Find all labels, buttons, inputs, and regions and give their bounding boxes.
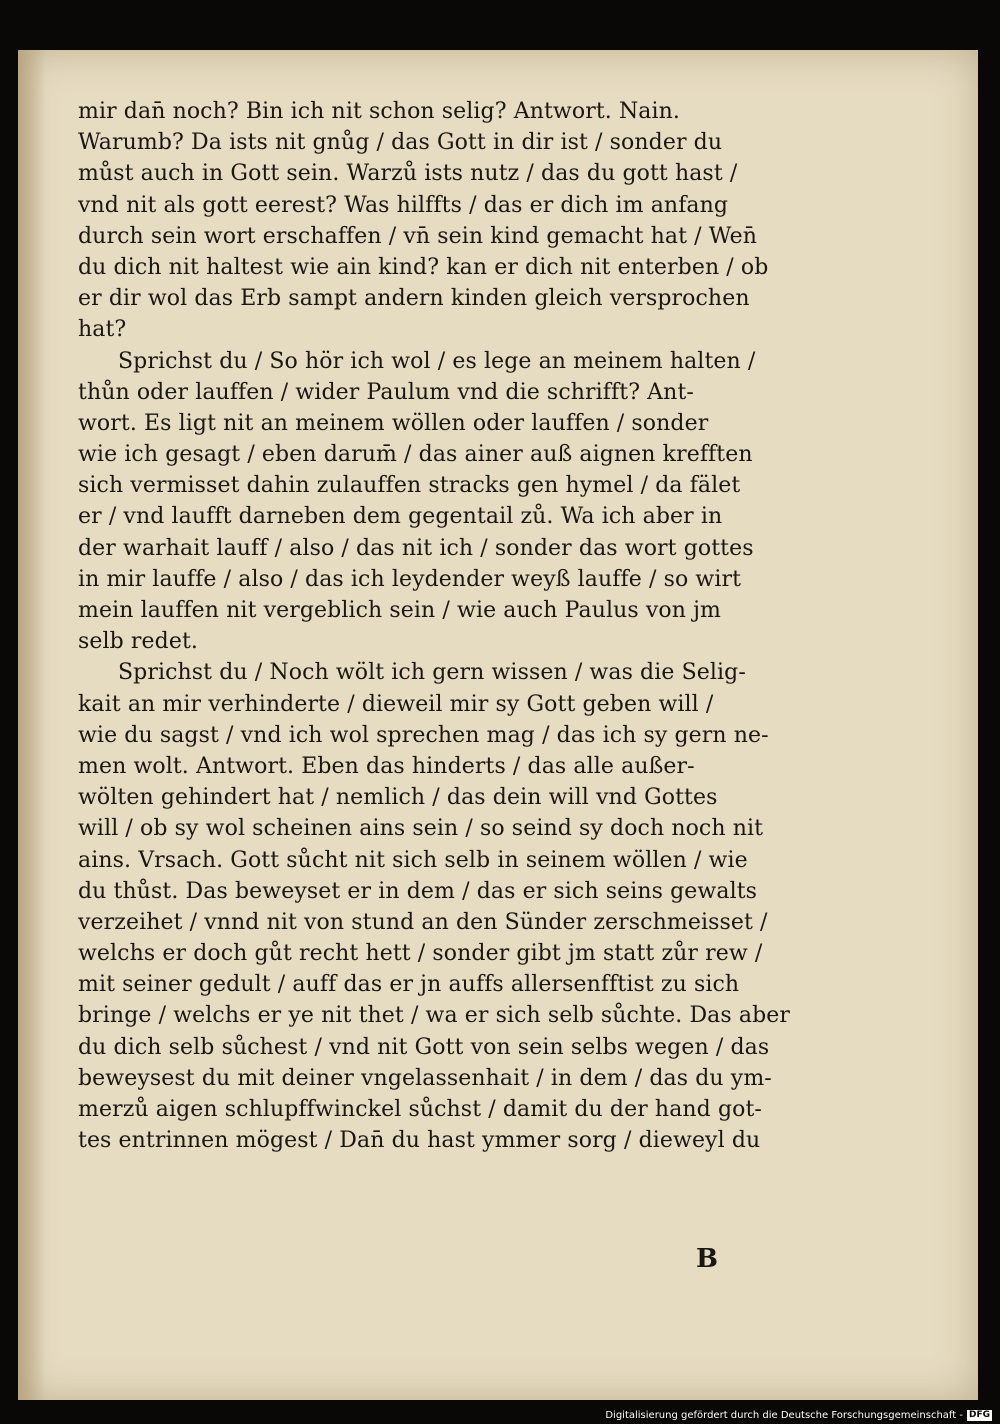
book-page	[18, 50, 978, 1400]
text-line: ains. Vrsach. Gott sůcht nit sich selb in seinem wöllen / wie	[78, 847, 748, 873]
text-line: beweysest du mit deiner vngelassenhait / in dem / das du ym-	[78, 1065, 772, 1091]
text-line: mir dan̄ noch? Bin ich nit schon selig? Antwort. Nain.	[78, 99, 681, 124]
text-line: sich vermisset dahin zulauffen stracks gen hymel / da fälet	[78, 473, 741, 499]
text-line: welchs er doch gůt recht hett / sonder gibt jm statt zůr rew /	[78, 941, 763, 967]
text-line: durch sein wort erschaffen / vn̄ sein kind gemacht hat / Wen̄	[78, 223, 758, 249]
text-line: er dir wol das Erb sampt andern kinden gleich versprochen	[78, 286, 750, 312]
text-line: vnd nit als gott eerest? Was hilffts / das er dich im anfang	[78, 192, 729, 218]
text-line: du dich selb sůchest / vnd nit Gott von sein selbs wegen / das	[78, 1034, 770, 1060]
paragraph-start-line: Sprichst du / So hör ich wol / es lege an meinem halten /	[118, 348, 756, 374]
funding-credit: Digitalisierung gefördert durch die Deutsche Forschungsgemeinschaft -	[605, 1410, 963, 1421]
text-line: der warhait lauff / also / das nit ich / sonder das wort gottes	[78, 535, 754, 561]
text-line: wölten gehindert hat / nemlich / das dein will vnd Gottes	[78, 785, 718, 811]
text-line: selb redet.	[78, 629, 198, 655]
text-line: verzeihet / vnnd nit von stund an den Sünder zerschmeisset /	[78, 909, 768, 935]
text-line: wort. Es ligt nit an meinem wöllen oder lauffen / sonder	[78, 410, 709, 436]
text-line: wie ich gesagt / eben darum̄ / das ainer auß aignen krefften	[78, 442, 753, 468]
text-line: thůn oder lauffen / wider Paulum vnd die schrifft? Ant-	[78, 379, 694, 405]
digitization-footer	[605, 1410, 992, 1421]
text-line: men wolt. Antwort. Eben das hinderts / das alle außer-	[78, 753, 695, 779]
text-line: mein lauffen nit vergeblich sein / wie auch Paulus von jm	[78, 598, 721, 623]
text-line: er / vnd laufft darneben dem gegentail zů. Wa ich aber in	[78, 504, 723, 530]
text-line: wie du sagst / vnd ich wol sprechen mag / das ich sy gern ne-	[78, 722, 769, 748]
text-line: Warumb? Da ists nit gnůg / das Gott in dir ist / sonder du	[78, 130, 723, 156]
signature-mark: B	[696, 1244, 718, 1274]
dfg-logo: DFG	[968, 1410, 990, 1420]
text-line: mit seiner gedult / auff das er jn auffs allersenfftist zu sich	[78, 972, 740, 998]
page-text	[78, 96, 848, 1156]
text-line: tes entrinnen mögest / Dan̄ du hast ymmer sorg / dieweyl du	[78, 1128, 761, 1154]
text-line: will / ob sy wol scheinen ains sein / so seind sy doch noch nit	[78, 816, 764, 842]
text-line: bringe / welchs er ye nit thet / wa er sich selb sůchte. Das aber	[78, 1003, 791, 1029]
paragraph-start-line: Sprichst du / Noch wölt ich gern wissen / was die Selig-	[118, 660, 746, 686]
text-line: můst auch in Gott sein. Warzů ists nutz / das du gott hast /	[78, 161, 738, 187]
text-line: du dich nit haltest wie ain kind? kan er dich nit enterben / ob	[78, 254, 769, 280]
text-line: hat?	[78, 317, 127, 343]
text-line: in mir lauffe / also / das ich leydender weyß lauffe / so wirt	[78, 566, 742, 592]
text-line: merzů aigen schlupffwinckel sůchst / damit du der hand got-	[78, 1097, 762, 1122]
text-line: du thůst. Das beweyset er in dem / das er sich seins gewalts	[78, 878, 758, 904]
text-line: kait an mir verhinderte / dieweil mir sy Gott geben will /	[78, 691, 714, 717]
